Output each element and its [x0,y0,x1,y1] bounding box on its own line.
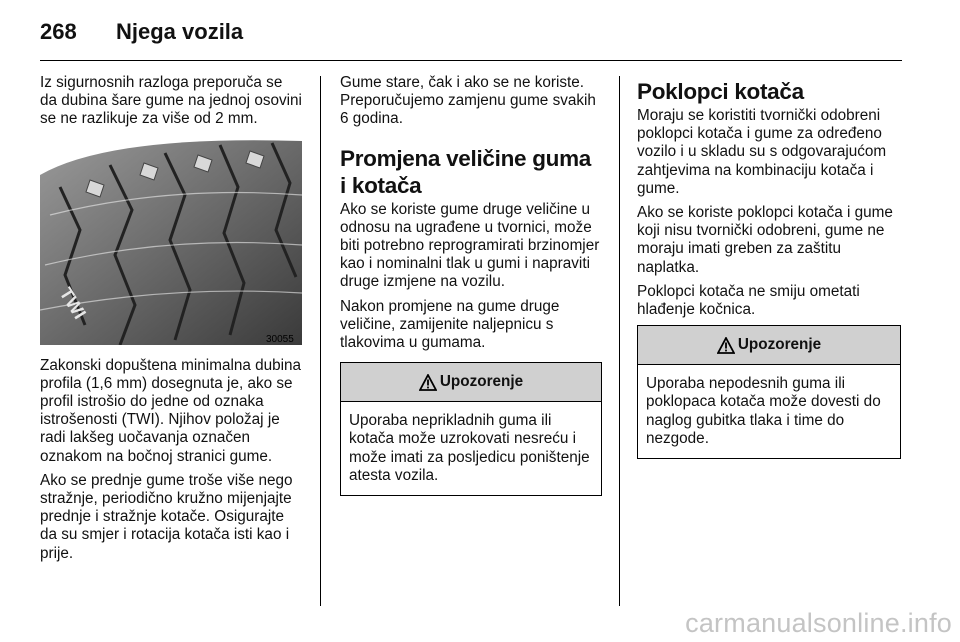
paragraph: Gume stare, čak i ako se ne koriste. Preporučujemo zamjenu gume svakih 6 godina. [340,74,596,128]
paragraph: Moraju se koristiti tvornički odobreni poklopci kotača i gume za određeno vozilo i u skladu su s odgovarajućom zahtjevima na kombinaciju kotača i gume. [637,107,887,197]
warning-title: Upozorenje [737,336,822,354]
column-divider-2 [619,76,620,606]
warning-box [637,325,901,459]
page-number: 268 [40,19,77,44]
column-2 [340,74,602,496]
twi-label: TWI [55,283,91,323]
warning-header [638,326,900,365]
figure-number: 30055 [266,333,294,345]
column-1 [40,74,302,569]
warning-text: Uporaba neprikladnih guma ili kotača može uzrokovati nesreću i može imati za posljedicu poništenje atesta vozila. [349,412,590,484]
chapter-title: Njega vozila [116,19,244,44]
paragraph: Ako se koriste gume druge veličine u odnosu na ugrađene u tvornici, može biti potrebno reprogramirati brzinomjer kao i nominalni tlak u gumi i napraviti druge izmjene na vozilu. [340,200,600,291]
warning-title: Upozorenje [439,373,524,391]
watermark: carmanualsonline.info [685,608,952,638]
paragraph: Nakon promjene na gume druge veličine, zamijenite naljepnicu s tlakovima u gumama. [340,297,560,352]
header-rule [40,60,902,61]
warning-box [340,362,602,496]
warning-body [341,402,601,495]
paragraph: Iz sigurnosnih razloga preporuča se da dubina šare gume na jednoj osovini se ne razlikuje za više od 2 mm. [40,74,302,128]
column-divider-1 [320,76,321,606]
tire-tread-illustration [40,135,302,345]
section-heading: Promjena veličine guma i kotača [340,145,591,198]
warning-text: Uporaba nepodesnih guma ili poklopaca kotača može dovesti do naglog gubitka tlaka i time do nezgode. [646,375,881,447]
paragraph: Poklopci kotača ne smiju ometati hlađenje kočnica. [637,282,860,319]
column-3 [637,74,901,459]
paragraph: Zakonski dopuštena minimalna dubina profila (1,6 mm) dosegnuta je, ako se profil istrošio do jedne od oznaka istrošenosti (TWI). Njihov položaj je radi lakšeg uočavanja označen oznakom na bočnoj stranici gume. [40,356,302,465]
warning-body [638,365,900,458]
section-heading: Poklopci kotača [637,79,804,104]
warning-triangle-icon [717,337,735,354]
warning-header [341,363,601,402]
paragraph: Ako se koriste poklopci kotača i gume koji nisu tvornički odobreni, gume ne moraju imati greben za zaštitu naplatka. [637,204,893,276]
page-header [40,14,900,54]
paragraph: Ako se prednje gume troše više nego stražnje, periodično kružno mijenjajte prednje i stražnje kotače. Osigurajte da su smjer i rotacija kotača isti kao i prije. [40,471,293,562]
warning-triangle-icon [419,374,437,391]
